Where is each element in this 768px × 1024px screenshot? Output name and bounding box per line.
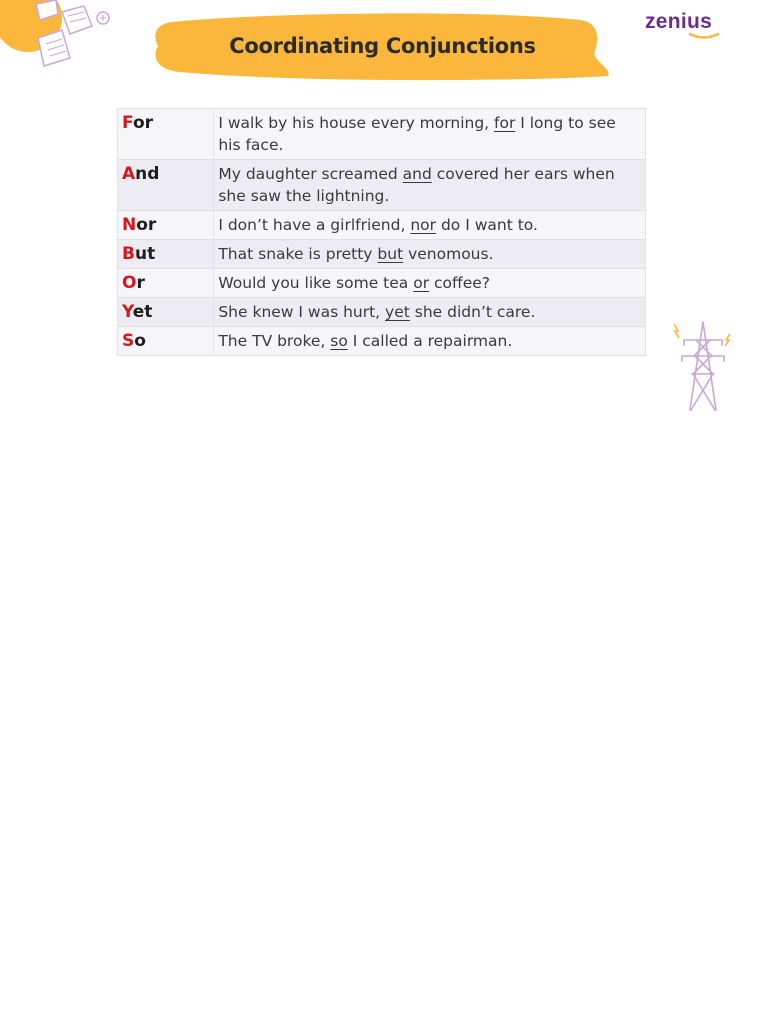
transmission-tower-icon [668, 318, 738, 413]
table-row [118, 240, 646, 269]
conjunction-initial: N [122, 215, 137, 235]
conjunction-initial: B [122, 244, 135, 264]
example-after: do I want to. [436, 216, 538, 234]
example-cell [214, 269, 646, 298]
example-cell [214, 327, 646, 356]
corner-deco-icon [0, 0, 120, 80]
example-after: I called a repairman. [347, 332, 513, 350]
example-conjunction: but [377, 245, 404, 263]
example-conjunction: so [330, 332, 348, 350]
zenius-logo [645, 10, 725, 40]
example-after: she didn’t care. [409, 303, 536, 321]
conjunction-initial: Y [122, 302, 133, 322]
example-before: I walk by his house every morning, [218, 114, 495, 132]
example-after: venomous. [403, 245, 494, 263]
example-before: That snake is pretty [218, 245, 378, 263]
example-after: I long to see his face. [218, 114, 616, 154]
conjunctions-table [117, 108, 646, 356]
example-after: coffee? [429, 274, 490, 292]
example-conjunction: or [413, 274, 430, 292]
conjunction-rest: or [136, 215, 157, 235]
example-cell [214, 160, 646, 211]
conjunction-cell [118, 240, 214, 269]
example-cell [214, 211, 646, 240]
example-conjunction: and [402, 165, 432, 183]
conjunction-cell [118, 298, 214, 327]
conjunction-cell [118, 269, 214, 298]
conjunction-cell [118, 327, 214, 356]
example-conjunction: for [494, 114, 516, 132]
conjunction-initial: A [122, 164, 136, 184]
conjunction-rest: r [136, 273, 145, 293]
conjunction-rest: o [134, 331, 146, 351]
table-row [118, 109, 646, 160]
example-cell [214, 109, 646, 160]
example-after: covered her ears when she saw the lightning. [218, 165, 615, 205]
page-title: Coordinating Conjunctions [229, 34, 536, 58]
conjunction-rest: or [132, 113, 154, 133]
example-conjunction: yet [385, 303, 410, 321]
conjunction-rest: ut [134, 244, 156, 264]
table-row [118, 211, 646, 240]
title-banner [150, 12, 615, 84]
conjunction-rest: et [132, 302, 153, 322]
brand-name: zenius [645, 10, 713, 33]
conjunction-cell [118, 109, 214, 160]
conjunction-cell [118, 160, 214, 211]
conjunction-initial: S [122, 331, 135, 351]
table-row [118, 327, 646, 356]
example-before: My daughter screamed [218, 165, 403, 183]
example-before: She knew I was hurt, [218, 303, 386, 321]
conjunction-initial: F [122, 113, 133, 133]
conjunction-cell [118, 211, 214, 240]
conjunction-initial: O [122, 273, 137, 293]
table-row [118, 269, 646, 298]
table-row [118, 160, 646, 211]
conjunction-rest: nd [135, 164, 160, 184]
logo-smile-icon [689, 32, 719, 40]
example-before: The TV broke, [218, 332, 331, 350]
example-conjunction: nor [410, 216, 437, 234]
example-before: I don’t have a girlfriend, [218, 216, 411, 234]
example-cell [214, 298, 646, 327]
table-row [118, 298, 646, 327]
example-cell [214, 240, 646, 269]
example-before: Would you like some tea [218, 274, 414, 292]
